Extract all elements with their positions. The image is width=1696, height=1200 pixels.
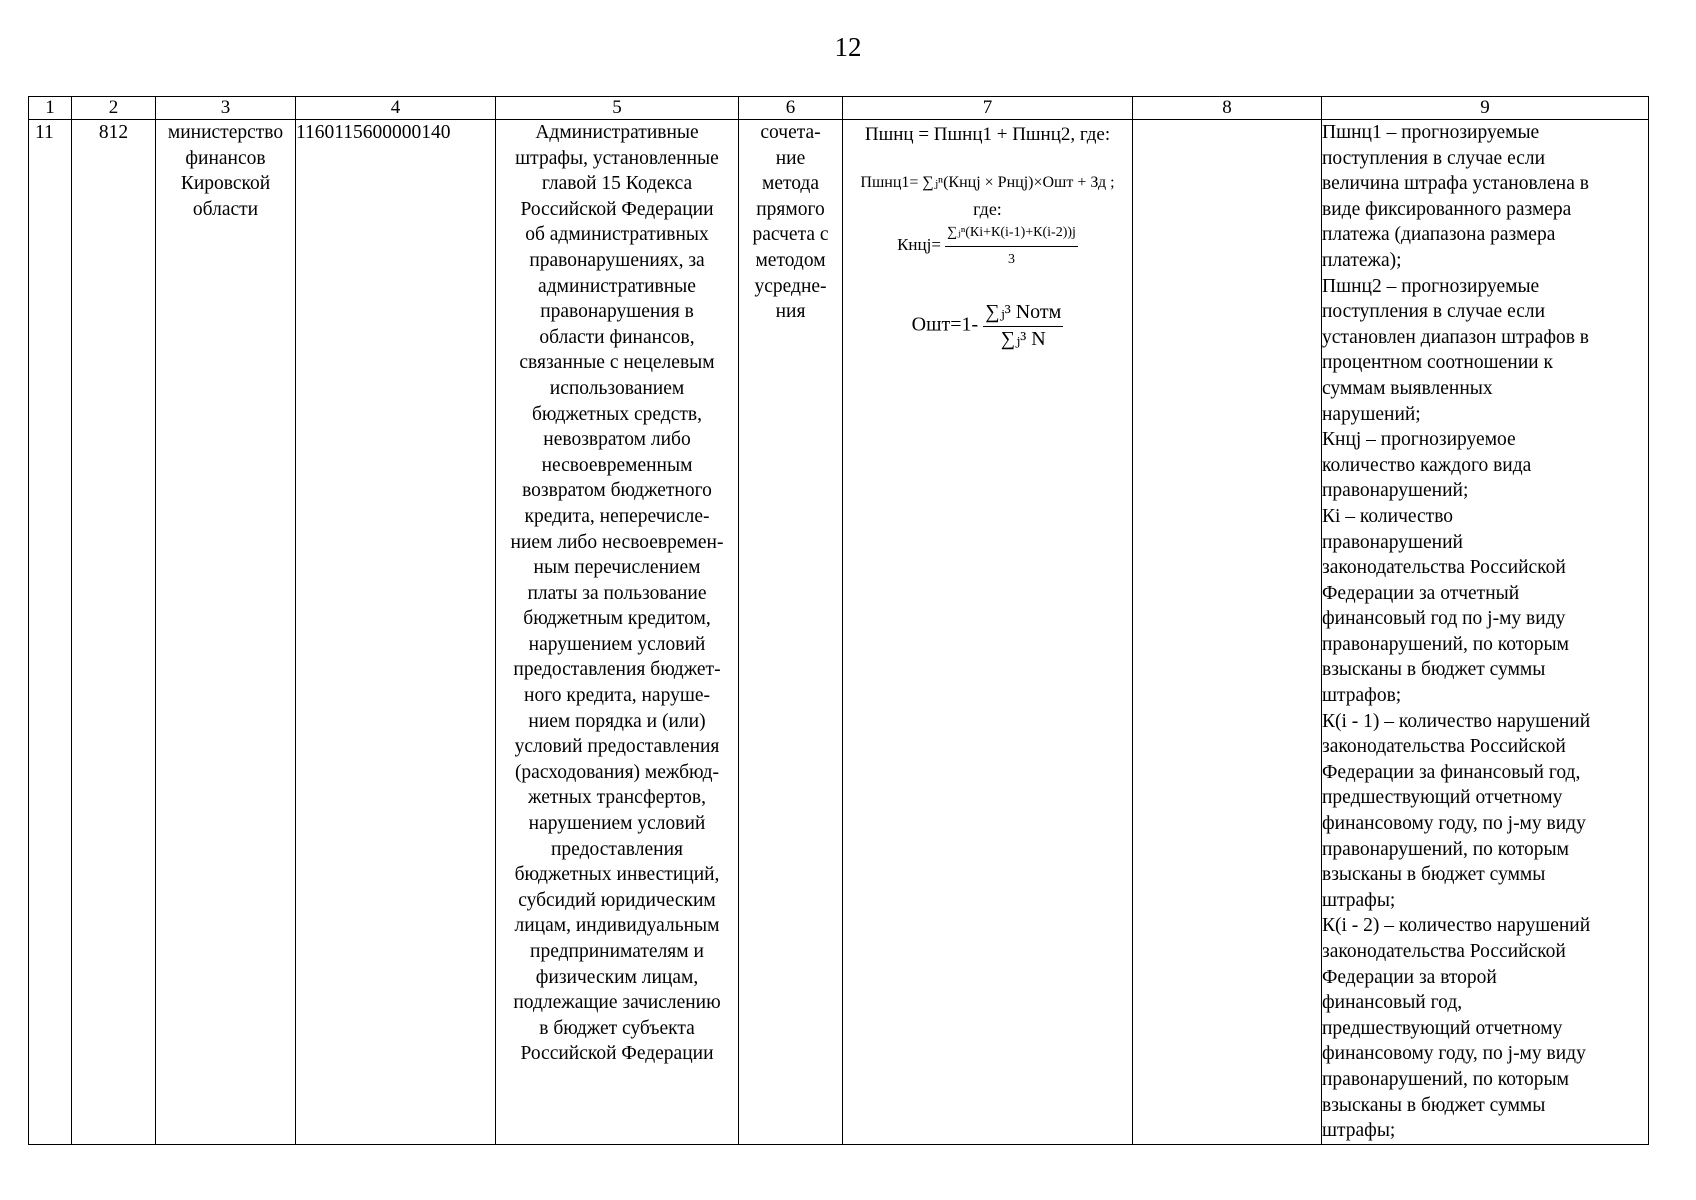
description-line: Пшнц1 – прогнозируемые [1322, 122, 1540, 143]
formula-count-denominator: 3 [1008, 251, 1016, 267]
method-line: прямого [756, 198, 825, 220]
header-col-2: 2 [72, 97, 156, 120]
income-name-line: предпринимателям и [530, 941, 704, 962]
header-col-8: 8 [1133, 97, 1322, 120]
header-row [29, 97, 1649, 120]
income-name-line: предоставления бюджет- [513, 659, 721, 681]
description-line: штрафов; [1322, 685, 1402, 707]
cell-empty [1133, 120, 1322, 1145]
formula-fixed: Пшнц1= ∑ⱼⁿ(Кнцj × Рнцj)×Ошт + Зд ; [860, 174, 1115, 191]
income-name-line: возвратом бюджетного [522, 480, 712, 502]
description-line: взысканы в бюджет суммы [1322, 864, 1546, 886]
table-row [29, 120, 1649, 1145]
cell-administrator [156, 120, 296, 1145]
income-name-line: правонарушения в [540, 301, 694, 323]
header-col-6: 6 [739, 97, 843, 120]
method-line: расчета с [752, 224, 829, 246]
income-name-line: субсидий юридическим [518, 889, 716, 911]
description-line: платежа (диапазона размера [1322, 224, 1556, 246]
income-name-line: (расходования) межбюд- [514, 761, 720, 783]
income-name-line: платы за пользование [527, 582, 707, 604]
cell-description [1322, 120, 1649, 1145]
income-name-line: бюджетных средств, [532, 403, 702, 425]
data-table [28, 96, 1649, 1145]
income-name-line: бюджетным кредитом, [523, 608, 711, 630]
description-line: финансовый год по j-му виду [1322, 608, 1566, 630]
description-line: К(i - 1) – количество нарушений [1322, 710, 1591, 732]
administrator-line: области [192, 198, 259, 220]
description-line: величина штрафа установлена в [1322, 173, 1589, 195]
income-name-line: нарушением условий [528, 813, 706, 835]
income-name-line: Российской Федерации [520, 1043, 714, 1065]
description-line: Кнцj – прогнозируемое [1322, 429, 1516, 451]
row-number: 11 [35, 122, 54, 143]
method-line: метода [761, 173, 820, 195]
description-line: правонарушений, по которым [1322, 1068, 1569, 1090]
formula-ratio-fraction [983, 300, 1063, 352]
formula-where: где: [973, 199, 1002, 219]
income-name-line: нарушением условий [528, 633, 706, 655]
description-line: платежа); [1322, 249, 1402, 271]
description-line: штрафы; [1322, 889, 1396, 911]
description-line: правонарушений; [1322, 480, 1469, 502]
income-name-line: физическим лицам, [535, 966, 699, 988]
income-name-line: жетных трансфертов, [528, 787, 706, 809]
description-line: количество каждого вида [1322, 454, 1532, 476]
header-col-4: 4 [296, 97, 496, 120]
income-name-line: нием порядка и (или) [528, 710, 706, 732]
header-col-5: 5 [496, 97, 739, 120]
description-line: предшествующий отчетному [1322, 787, 1563, 809]
description-line: Пшнц2 – прогнозируемые [1322, 275, 1540, 297]
description-line: К(i - 2) – количество нарушений [1322, 915, 1591, 937]
description-line: Федерации за финансовый год, [1322, 761, 1581, 783]
description-line: финансовому году, по j-му виду [1322, 813, 1586, 835]
cell-code: 812 [72, 120, 156, 1145]
formula-ratio-denominator: ∑ⱼ³ N [1000, 327, 1046, 350]
formula-ratio-numerator: ∑ⱼ³ Nотм [983, 300, 1063, 327]
income-name-line: бюджетных инвестиций, [514, 864, 720, 886]
header-col-3: 3 [156, 97, 296, 120]
income-name-line: ного кредита, наруше- [524, 685, 710, 707]
description-line: законодательства Российской [1322, 941, 1566, 962]
method-line: сочета- [760, 122, 821, 143]
administrator-line: министерство [167, 122, 284, 143]
formula-block [843, 120, 1132, 400]
description-line: установлен диапазон штрафов в [1322, 326, 1590, 348]
income-name-line: нием либо несвоевремен- [510, 531, 724, 553]
description-line: правонарушений [1322, 531, 1463, 553]
formula-count-fraction [945, 220, 1078, 272]
description-line: поступления в случае если [1322, 147, 1546, 169]
description-line: Кi – количество [1322, 505, 1454, 527]
income-name-line: административные [538, 275, 696, 297]
description-line: правонарушений, по которым [1322, 838, 1569, 860]
method-line: усредне- [754, 275, 827, 297]
formula-count [843, 220, 1132, 272]
income-name-line: несвоевременным [541, 454, 693, 476]
income-name-line: связанные с нецелевым [519, 352, 715, 374]
description-line: законодательства Российской [1322, 557, 1566, 579]
method-line: ния [775, 301, 806, 323]
header-col-9: 9 [1322, 97, 1649, 120]
formula-total: Пшнц = Пшнц1 + Пшнц2, где: [864, 124, 1111, 145]
income-name-line: штрафы, установленные [515, 147, 719, 169]
description-line: суммам выявленных [1322, 377, 1493, 399]
cell-kbk-code: 1160115600000140 [296, 120, 496, 1145]
income-name-line: кредита, неперечисле- [524, 505, 710, 527]
formula-ratio [843, 300, 1132, 352]
income-name-line: лицам, индивидуальным [514, 915, 720, 937]
income-name-line: невозвратом либо [543, 429, 691, 451]
description-line: правонарушений, по которым [1322, 633, 1569, 655]
description-line: финансовому году, по j-му виду [1322, 1043, 1586, 1065]
description-line: процентном соотношении к [1322, 352, 1553, 374]
method-line: ние [775, 147, 806, 169]
description-line: финансовый год, [1322, 992, 1463, 1014]
cell-income-name [496, 120, 739, 1145]
header-col-1: 1 [29, 97, 72, 120]
method-line: методом [755, 249, 826, 271]
administrator-line: финансов [185, 147, 266, 169]
formula-count-lhs: Кнцj= [897, 235, 941, 254]
income-name-line: подлежащие зачислению [513, 992, 721, 1014]
description-line: виде фиксированного размера [1322, 198, 1572, 220]
income-name-line: области финансов, [539, 326, 695, 348]
description-line: Федерации за отчетный [1322, 582, 1520, 604]
income-name-line: главой 15 Кодекса [541, 173, 693, 195]
formula-ratio-lhs: Ошт=1- [911, 313, 979, 336]
cell-method [739, 120, 843, 1145]
income-name-line: использованием [549, 377, 685, 399]
description-line: предшествующий отчетному [1322, 1017, 1563, 1039]
income-name-line: правонарушениях, за [529, 249, 705, 271]
income-name-line: Административные [535, 122, 699, 143]
description-line: взысканы в бюджет суммы [1322, 659, 1546, 681]
income-name-line: в бюджет субъекта [539, 1017, 695, 1039]
formula-count-numerator: ∑ⱼⁿ(Кi+К(i-1)+К(i-2))j [945, 220, 1078, 247]
description-line: законодательства Российской [1322, 736, 1566, 758]
cell-formula [843, 120, 1133, 1145]
income-name-line: ным перечислением [533, 557, 701, 579]
description-line: Федерации за второй [1322, 966, 1497, 988]
income-name-line: условий предоставления [514, 736, 720, 758]
header-col-7: 7 [843, 97, 1133, 120]
description-line: поступления в случае если [1322, 301, 1546, 323]
description-line: штрафы; [1322, 1120, 1396, 1142]
income-name-line: предоставления [551, 838, 683, 860]
income-name-line: Российской Федерации [520, 198, 714, 220]
page-number: 12 [834, 32, 862, 62]
administrator-line: Кировской [180, 173, 271, 195]
income-name-line: об административных [525, 224, 709, 246]
description-line: взысканы в бюджет суммы [1322, 1094, 1546, 1116]
cell-row-number [29, 120, 72, 1145]
description-line: нарушений; [1322, 403, 1421, 425]
